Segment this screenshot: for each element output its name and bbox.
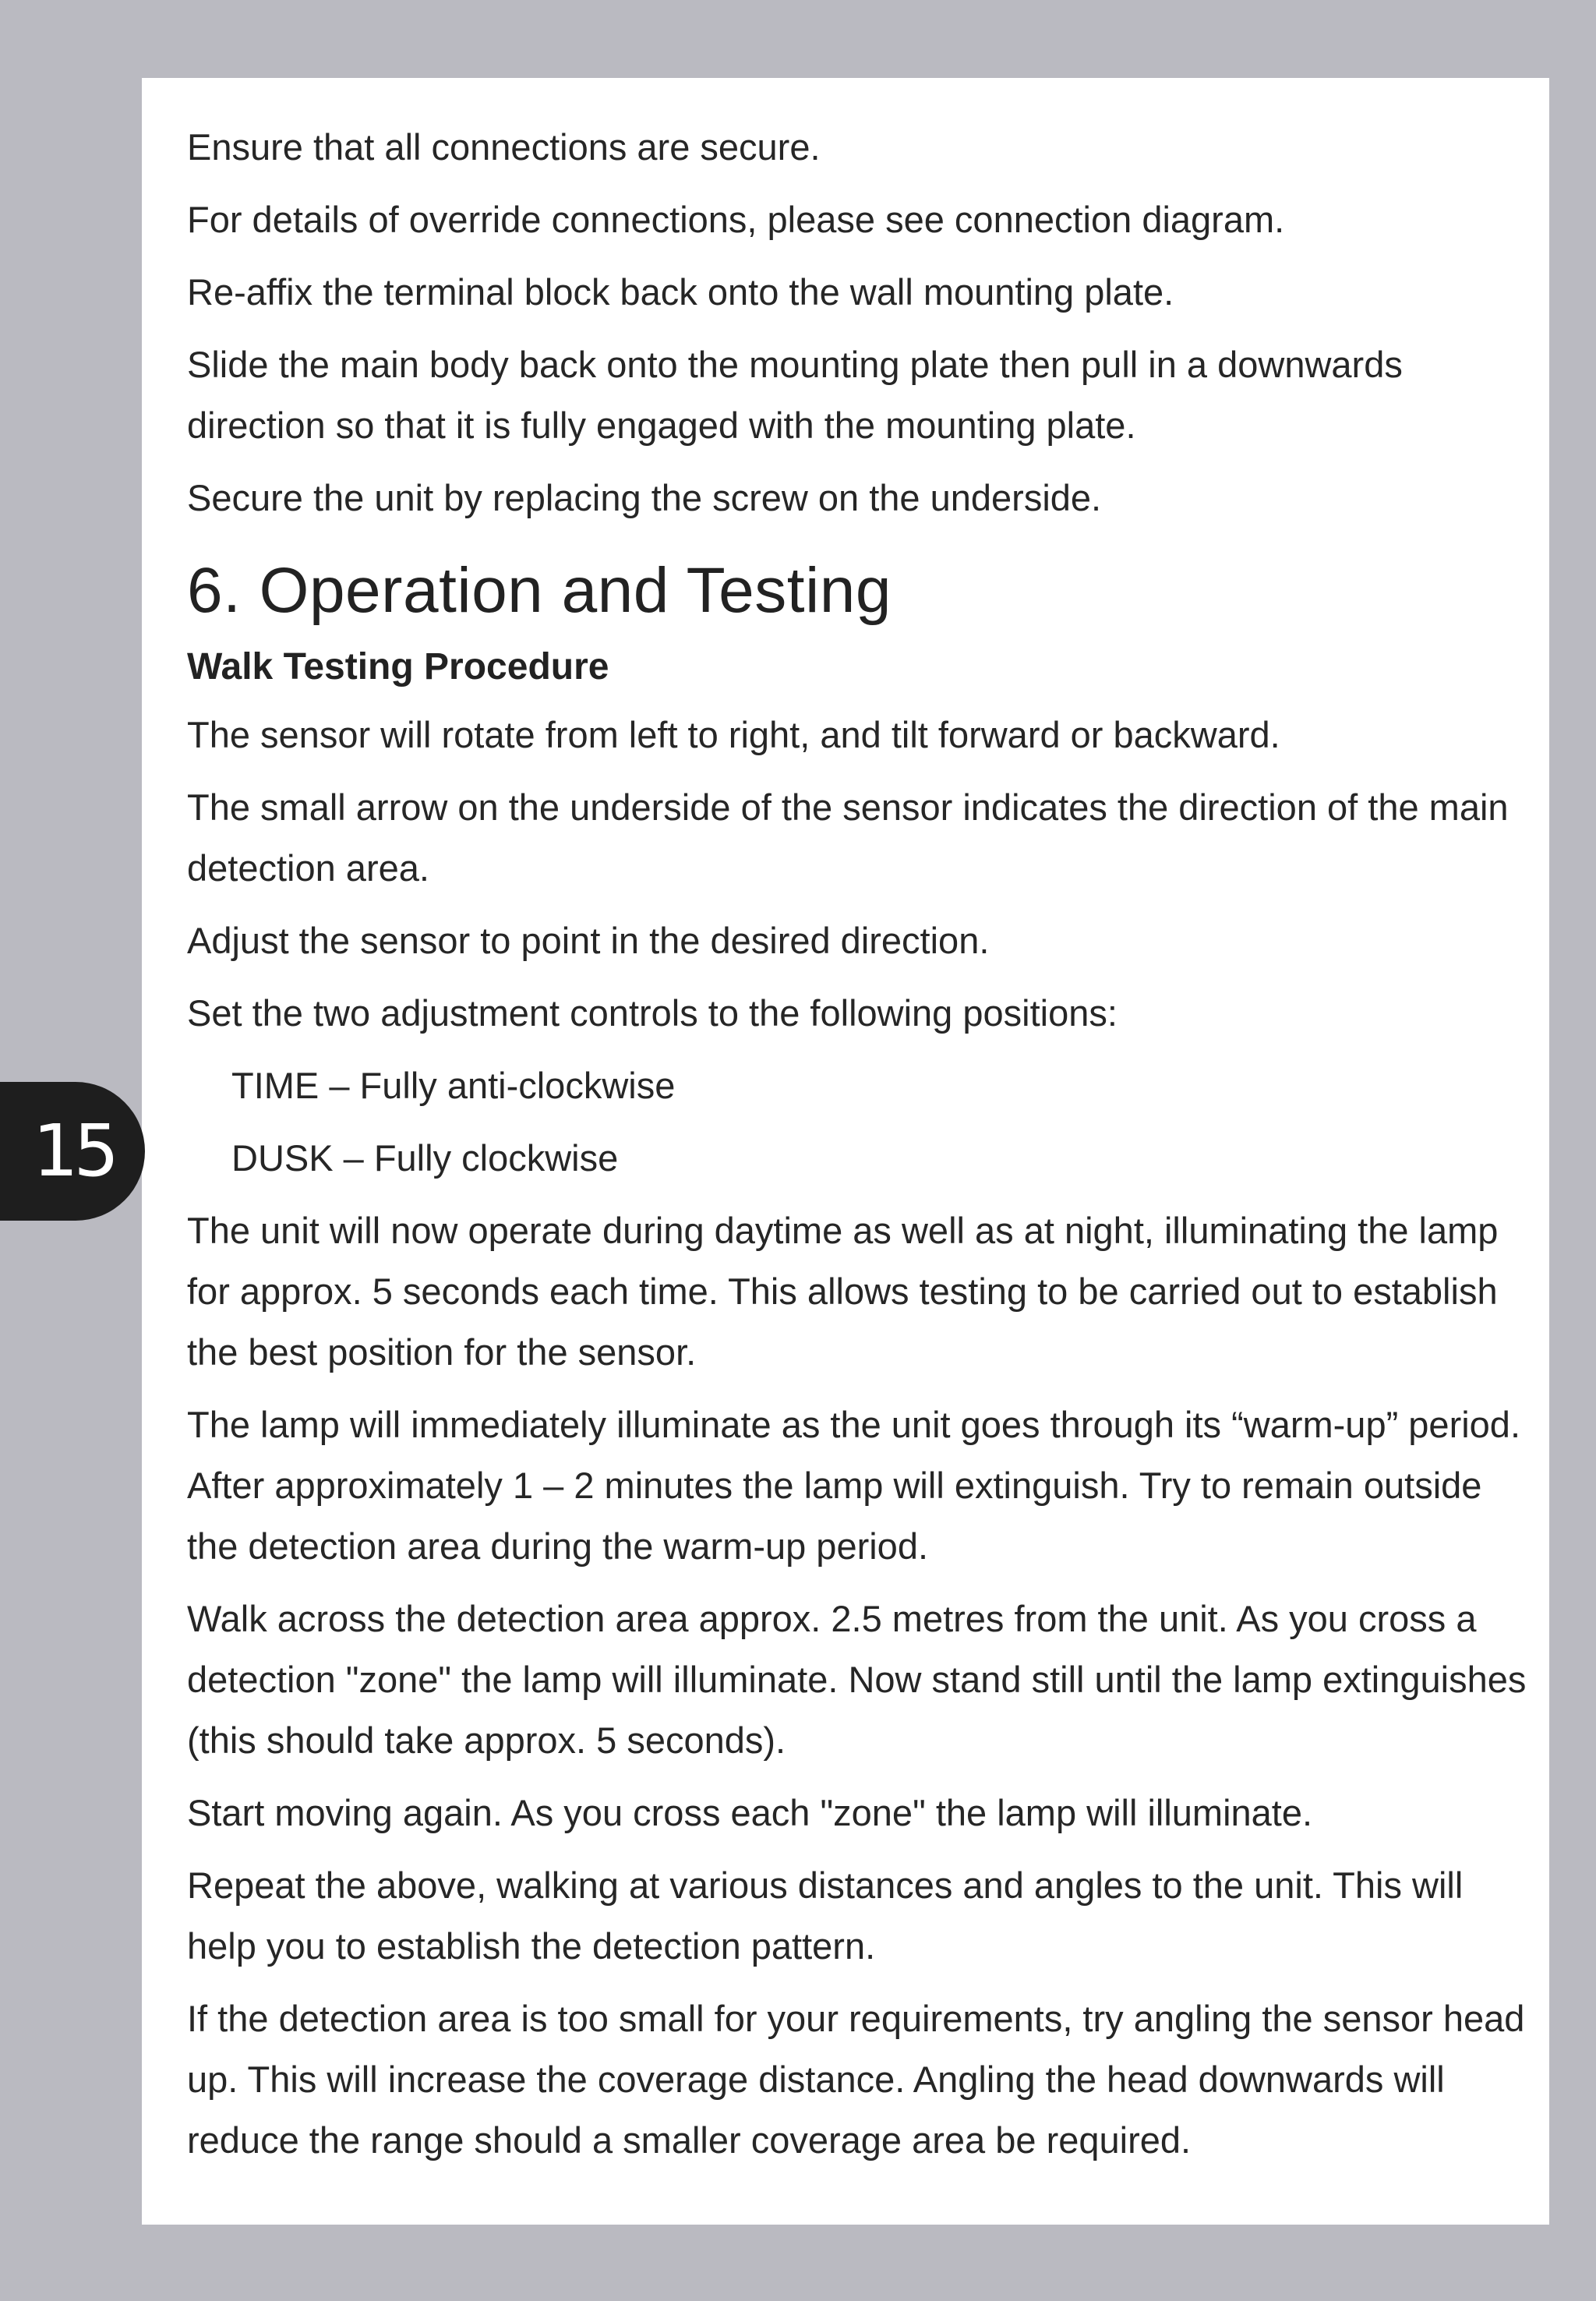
body-paragraph: The sensor will rotate from left to right, and tilt forward or backward.	[187, 714, 1280, 755]
body-paragraph: Adjust the sensor to point in the desired direction.	[187, 920, 990, 961]
intro-paragraph: For details of override connections, please see connection diagram.	[187, 199, 1285, 240]
intro-paragraph: Re-affix the terminal block back onto the wall mounting plate.	[187, 271, 1174, 313]
body-paragraph: Start moving again. As you cross each "zone" the lamp will illuminate.	[187, 1792, 1313, 1833]
body-paragraph: The lamp will immediately illuminate as the unit goes through its “warm-up” period. After approximately 1 – 2 minutes the lamp will extinguish. Try to remain outside the detection area during the warm-up period.	[187, 1404, 1521, 1567]
body-paragraph: The unit will now operate during daytime as well as at night, illuminating the lamp for approx. 5 seconds each time. This allows testing to be carried out to establish the best position for the sensor.	[187, 1210, 1499, 1373]
body-paragraph: The small arrow on the underside of the sensor indicates the direction of the main detection area.	[187, 786, 1509, 889]
manual-page	[142, 78, 1549, 2225]
body-paragraph: If the detection area is too small for your requirements, try angling the sensor head up. This will increase the coverage distance. Angling the head downwards will reduce the range should a smaller coverage area be required.	[187, 1998, 1525, 2161]
intro-paragraph: Slide the main body back onto the mounting plate then pull in a downwards direction so that it is fully engaged with the mounting plate.	[187, 344, 1403, 446]
intro-paragraph: Ensure that all connections are secure.	[187, 126, 821, 168]
body-paragraph: Set the two adjustment controls to the following positions:	[187, 992, 1118, 1034]
setting-time: TIME – Fully anti-clockwise	[231, 1065, 676, 1106]
section-heading: 6. Operation and Testing	[187, 555, 892, 626]
page-content	[187, 117, 1527, 2183]
setting-dusk: DUSK – Fully clockwise	[231, 1137, 619, 1179]
body-paragraph: Walk across the detection area approx. 2.5 metres from the unit. As you cross a detection "zone" the lamp will illuminate. Now stand still until the lamp extinguishes (this should take approx. 5 seconds).	[187, 1598, 1527, 1761]
page-number-tab: 15	[0, 1082, 145, 1221]
body-paragraph: Repeat the above, walking at various distances and angles to the unit. This will help you to establish the detection pattern.	[187, 1864, 1464, 1967]
section-subheading: Walk Testing Procedure	[187, 646, 609, 687]
intro-paragraph: Secure the unit by replacing the screw on the underside.	[187, 477, 1102, 518]
